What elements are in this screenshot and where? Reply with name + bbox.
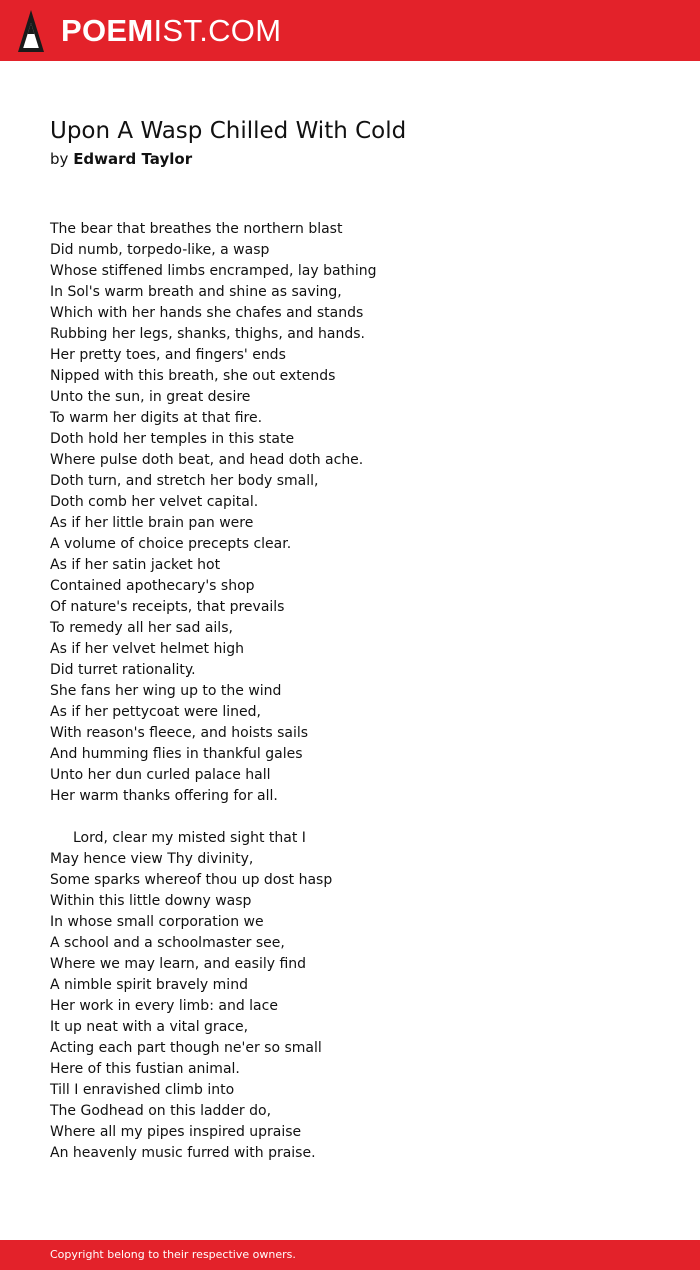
site-logo-text [61, 9, 281, 53]
pencil-icon [18, 10, 44, 52]
poem-line: Rubbing her legs, shanks, thighs, and hands. [50, 326, 365, 342]
poem-line: Unto the sun, in great desire [50, 389, 251, 405]
poem-line: A volume of choice precepts clear. [50, 536, 292, 552]
poem-line: Within this little downy wasp [50, 893, 252, 909]
poem-line: In whose small corporation we [50, 914, 264, 930]
poem-line: Doth hold her temples in this state [50, 431, 295, 447]
poem-line: To warm her digits at that fire. [50, 410, 263, 426]
poem-line: As if her velvet helmet high [50, 641, 244, 657]
poem-line: Her pretty toes, and fingers' ends [50, 347, 286, 363]
poem-line: Nipped with this breath, she out extends [50, 368, 336, 384]
logo-text-bold: POEM [61, 13, 154, 48]
poem-title: Upon A Wasp Chilled With Cold [50, 118, 407, 144]
poem-line: Of nature's receipts, that prevails [50, 599, 285, 615]
poem-line: Lord, clear my misted sight that I [73, 830, 306, 846]
poem-line: An heavenly music furred with praise. [50, 1145, 316, 1161]
poem-line: Some sparks whereof thou up dost hasp [50, 872, 333, 888]
poem-byline [50, 149, 192, 169]
poem-line: To remedy all her sad ails, [50, 620, 233, 636]
poem-line: With reason's fleece, and hoists sails [50, 725, 309, 741]
poem-line: Did turret rationality. [50, 662, 196, 678]
poem-line: Acting each part though ne'er so small [50, 1040, 322, 1056]
poem-line: Till I enravished climb into [50, 1082, 235, 1098]
poem-line: It up neat with a vital grace, [50, 1019, 249, 1035]
stanza-break [50, 807, 650, 828]
poem-line: As if her little brain pan were [50, 515, 254, 531]
poem-line: Where pulse doth beat, and head doth ache. [50, 452, 364, 468]
site-logo-link[interactable] [18, 9, 281, 53]
poem-line: The bear that breathes the northern blast [50, 221, 343, 237]
poem-line: Where we may learn, and easily find [50, 956, 307, 972]
by-label: by [50, 150, 69, 168]
poem-line: The Godhead on this ladder do, [50, 1103, 272, 1119]
author-name: Edward Taylor [73, 150, 193, 168]
poem-line: May hence view Thy divinity, [50, 851, 254, 867]
poem-line: Unto her dun curled palace hall [50, 767, 271, 783]
poem-line: In Sol's warm breath and shine as saving, [50, 284, 342, 300]
site-footer [0, 1240, 700, 1270]
poem-line: She fans her wing up to the wind [50, 683, 282, 699]
poem-line: Doth turn, and stretch her body small, [50, 473, 319, 489]
poem-line: Did numb, torpedo-like, a wasp [50, 242, 270, 258]
poem-line: Her work in every limb: and lace [50, 998, 278, 1014]
poem-line: Whose stiffened limbs encramped, lay bathing [50, 263, 377, 279]
poem-line: A school and a schoolmaster see, [50, 935, 285, 951]
poem-line: A nimble spirit bravely mind [50, 977, 248, 993]
poem-line: Contained apothecary's shop [50, 578, 255, 594]
site-header [0, 0, 700, 61]
poem-line: Which with her hands she chafes and stands [50, 305, 364, 321]
poem-line: Her warm thanks offering for all. [50, 788, 278, 804]
poem-line: Doth comb her velvet capital. [50, 494, 259, 510]
poem-line: As if her pettycoat were lined, [50, 704, 262, 720]
copyright-text: Copyright belong to their respective owners. [50, 1248, 296, 1261]
poem-line: As if her satin jacket hot [50, 557, 221, 573]
poem-line: Where all my pipes inspired upraise [50, 1124, 302, 1140]
poem-line: Here of this fustian animal. [50, 1061, 240, 1077]
poem-body [50, 219, 650, 1164]
poem-line: And humming flies in thankful gales [50, 746, 303, 762]
logo-text-light: IST.COM [153, 13, 282, 48]
